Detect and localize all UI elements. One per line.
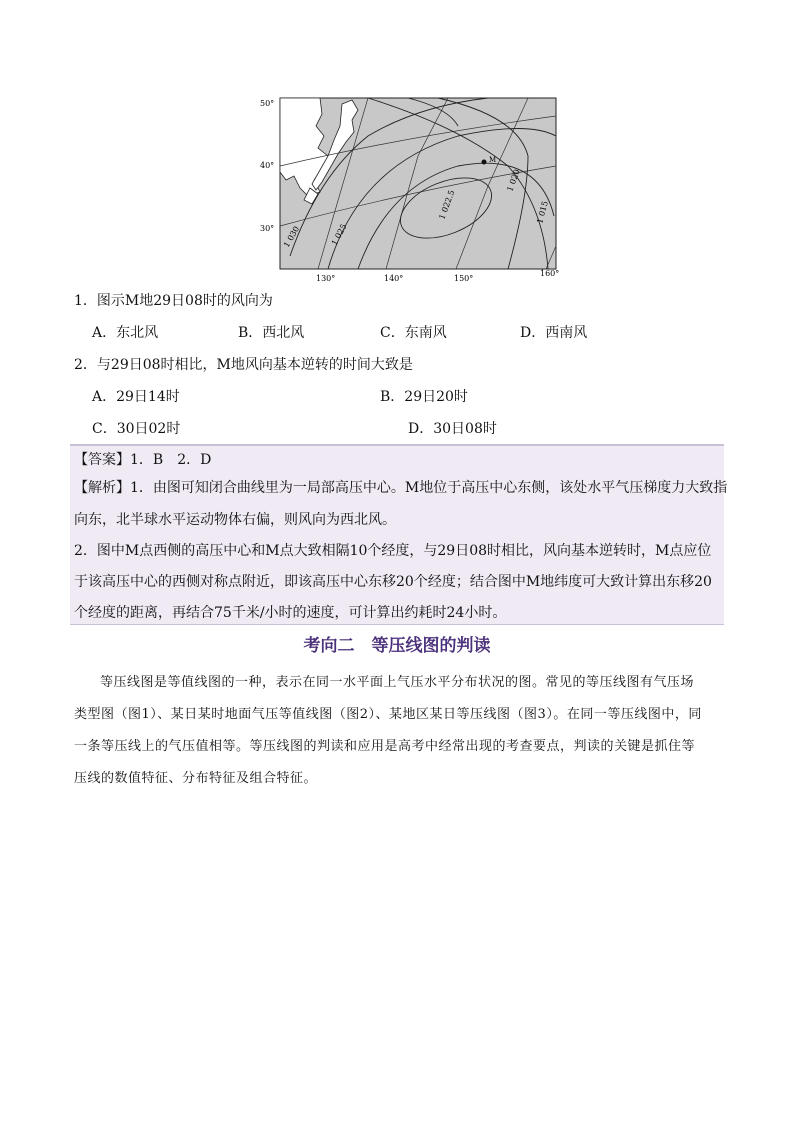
question-2-option-b: B．29日20时 — [380, 389, 468, 405]
question-2-option-a: A．29日14时 — [92, 389, 180, 405]
lon-label-130: 130° — [316, 274, 336, 283]
isobar-map-figure — [258, 96, 568, 284]
lon-label-160: 160° — [540, 269, 560, 278]
analysis-line-3: 2．图中M点西侧的高压中心和M点大致相隔10个经度，与29日08时相比，风向基本逆转时，M点应位 — [74, 543, 712, 559]
question-2-option-c: C．30日02时 — [92, 421, 181, 437]
analysis-line-2: 向东，北半球水平运动物体右偏，则风向为西北风。 — [74, 512, 396, 528]
isobar-label-1030: 1 030 — [281, 224, 302, 249]
paragraph-line-1: 等压线图是等值线图的一种，表示在同一水平面上气压水平分布状况的图。常见的等压线图有气压场 — [100, 675, 695, 690]
isobar-label-1022-5: 1 022.5 — [437, 188, 457, 221]
isobar-label-1025: 1 025 — [329, 222, 349, 247]
answer-key: 【答案】1．B 2．D — [74, 452, 212, 468]
question-1-stem: 1．图示M地29日08时的风向为 — [74, 293, 273, 309]
answer-box — [70, 444, 724, 625]
isobar-label-1015: 1 015 — [535, 200, 550, 225]
analysis-line-1: 【解析】1．由图可知闭合曲线里为一局部高压中心。M地位于高压中心东侧，该处水平气压梯度力大致指 — [74, 480, 728, 496]
point-m-label: M — [489, 156, 497, 164]
analysis-line-5: 个经度的距离，再结合75千米/小时的速度，可计算出约耗时24小时。 — [74, 605, 507, 621]
analysis-line-4: 于该高压中心的西侧对称点附近，即该高压中心东移20个经度；结合图中M地纬度可大致计算出东移20 — [74, 574, 712, 590]
paragraph-line-3: 一条等压线上的气压值相等。等压线图的判读和应用是高考中经常出现的考查要点，判读的关键是抓住等 — [74, 739, 696, 754]
lat-label-50: 50° — [260, 99, 275, 108]
question-1-option-c: C．东南风 — [380, 325, 447, 341]
question-2-stem: 2．与29日08时相比，M地风向基本逆转的时间大致是 — [74, 357, 413, 373]
lat-label-40: 40° — [260, 161, 275, 170]
section-title: 考向二 等压线图的判读 — [303, 636, 491, 656]
paragraph-line-4: 压线的数值特征、分布特征及组合特征。 — [74, 771, 318, 786]
question-2-option-d: D．30日08时 — [408, 421, 497, 437]
question-1-option-a: A．东北风 — [92, 325, 159, 341]
isobar-label-1020: 1 020 — [505, 168, 522, 193]
lat-label-30: 30° — [260, 224, 275, 233]
paragraph-line-2: 类型图（图1）、某日某时地面气压等值线图（图2）、某地区某日等压线图（图3）。在同一等压线图中，同 — [74, 707, 702, 722]
lon-label-150: 150° — [454, 274, 474, 283]
isobar-map-svg — [258, 96, 568, 284]
question-1-option-b: B．西北风 — [238, 325, 305, 341]
point-m-marker — [482, 160, 487, 165]
question-1-option-d: D．西南风 — [520, 325, 588, 341]
lon-label-140: 140° — [384, 274, 404, 283]
